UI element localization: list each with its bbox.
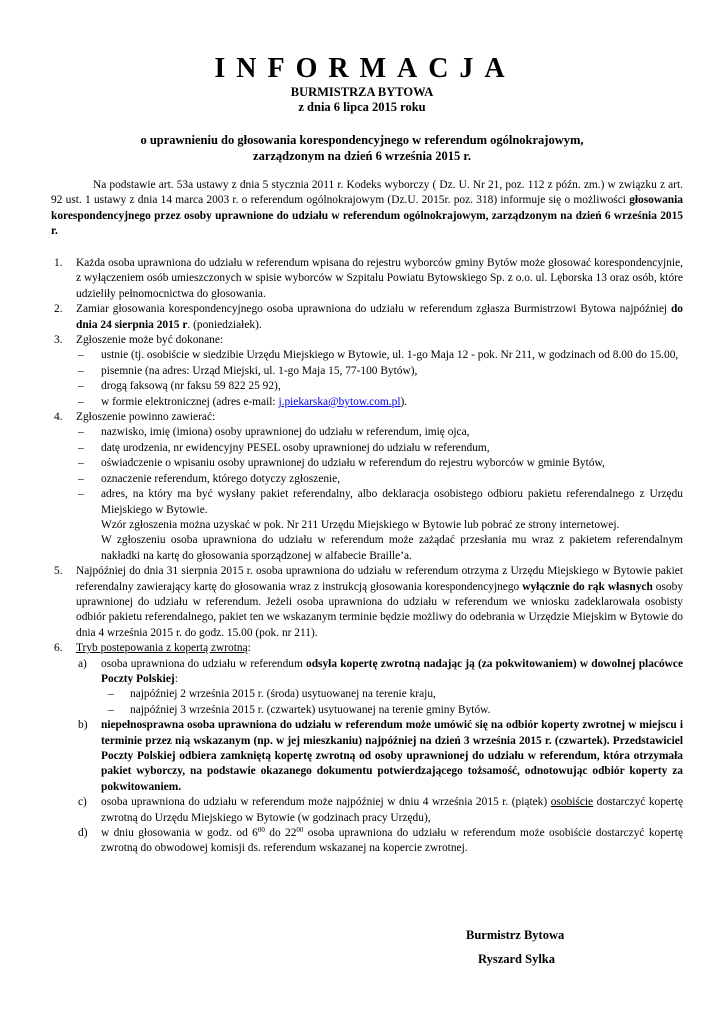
- numbered-list: [51, 256, 683, 857]
- dash-bullet: –: [78, 426, 84, 439]
- item-bold: wyłącznie do rąk własnych: [522, 580, 653, 593]
- document-subject: [0, 132, 724, 164]
- subject-line-1: o uprawnieniu do głosowania korespondencyjnego w referendum ogólnokrajowym,: [140, 133, 584, 147]
- email-link[interactable]: j.piekarska@bytow.com.pl: [278, 395, 401, 408]
- dash-bullet: –: [78, 349, 84, 362]
- issuer: BURMISTRZA BYTOWA: [290, 85, 434, 99]
- item-number: 4.: [54, 411, 63, 424]
- dash-bullet: –: [78, 364, 84, 377]
- item-text: . (poniedziałek).: [187, 318, 262, 331]
- sub-item-label: a): [78, 657, 87, 670]
- signature-title: Burmistrz Bytowa: [466, 928, 565, 942]
- dash-bullet: –: [78, 488, 84, 501]
- item-number: 6.: [54, 642, 63, 655]
- intro-paragraph: [51, 178, 683, 240]
- list-item-3: [51, 333, 683, 348]
- item-number: 2.: [54, 303, 63, 316]
- dash-item: – najpóźniej 2 września 2015 r. (środa) usytuowanej na terenie kraju,: [51, 687, 683, 702]
- list-item-5: 5. Najpóźniej do dnia 31 sierpnia 2015 r. osoba uprawniona do udziału w referendum otrzyma z Urzędu Miejskiego w Bytowie pakiet referendalny zawierający kartę do głosowania wraz z instrukcją głosowania korespondencyjnego wyłącznie do rąk własnych osoby uprawnionej do udziału w referendum. Jeżeli osoba uprawniona do udziału w referendum we wniosku zadeklarowała osobisty odbiór pakietu referendalnego, pakiet ten we wskazanym terminie będzie możliwy do odebrania w Urzędzie Miejskim w Bytowie do dnia 4 września 2015 r. do godz. 15.00 (pok. nr 211).: [54, 565, 684, 639]
- list-item-2: [51, 302, 683, 333]
- dash-item: – w formie elektronicznej (adres e-mail: j.piekarska@bytow.com.pl).: [51, 395, 683, 410]
- item-text: Zgłoszenie powinno zawierać:: [76, 411, 216, 424]
- dash-bullet: –: [78, 380, 84, 393]
- sub-item-c: c) osoba uprawniona do udziału w referendum może najpóźniej w dniu 4 września 2015 r. (piątek) osobiście dostarczyć kopertę zwrotną do Urzędu Miejskiego w Bytowie (w godzinach pracy Urzędu),: [78, 796, 683, 824]
- document-title: INFORMACJA: [214, 53, 516, 84]
- item-number: 1.: [54, 257, 63, 269]
- dash-item: – oznaczenie referendum, którego dotyczy zgłoszenie,: [51, 472, 683, 487]
- list-item-6: 6. Tryb postepowania z kopertą zwrotną:: [51, 641, 683, 656]
- sub-item-label: c): [78, 796, 87, 809]
- signature-name: Ryszard Sylka: [478, 952, 556, 966]
- dash-bullet: –: [78, 395, 84, 408]
- dash-bullet: –: [78, 441, 84, 454]
- sub-item-label: b): [78, 719, 88, 732]
- note-braille: W zgłoszeniu osoba uprawniona do udziału w referendum może zażądać przesłania mu wraz z pakietem referendalnym nakładki na kartę do głosowania sporządzonej w alfabecie Braille’a.: [101, 534, 683, 562]
- list-item-1: [51, 256, 683, 302]
- item-bold: do dnia 24 sierpnia 2015 r: [76, 303, 683, 331]
- item-text: Zamiar głosowania korespondencyjnego osoba uprawniona do udziału w referendum zgłasza Burmistrzowi Bytowa najpóźniej: [76, 303, 671, 316]
- intro-bold-text: głosowania korespondencyjnego przez osoby uprawnione do udziału w referendum ogólnokrajowym, zarządzonym na dzień 6 września 2015 r.: [51, 194, 683, 238]
- underlined-word: osobiście: [550, 796, 594, 809]
- dash-bullet: –: [108, 688, 114, 701]
- dash-item: – najpóźniej 3 września 2015 r. (czwartek) usytuowanej na terenie gminy Bytów.: [51, 703, 683, 718]
- dash-item: – drogą faksową (nr faksu 59 822 25 92),: [51, 379, 683, 394]
- dash-item: – pisemnie (na adres: Urząd Miejski, ul. 1-go Maja 15, 77-100 Bytów),: [51, 364, 683, 379]
- item-text: Każda osoba uprawniona do udziału w referendum wpisana do rejestru wyborców gminy Bytów może głosować korespondencyjnie, z wyłączeniem osób umieszczonych w spisie wyborców w Szpitalu Powiatu Bytowskiego Sp. z o.o. ul. Lęborska 13 oraz osób, które udzieliły pełnomocnictwa do głosowania.: [76, 257, 683, 300]
- dash-item: – adres, na który ma być wysłany pakiet referendalny, albo deklaracja osobistego odbioru pakietu referendalnego z Urzędu Miejskiego w Bytowie.: [78, 488, 683, 516]
- dash-item: – ustnie (tj. osobiście w siedzibie Urzędu Miejskiego w Bytowie, ul. 1-go Maja 12 - pok. Nr 211, w godzinach od 8.00 do 15.00,: [51, 348, 683, 363]
- list-item-4: [51, 410, 683, 425]
- dash-bullet: –: [108, 703, 114, 716]
- intro-text: Na podstawie art. 53a ustawy z dnia 5 stycznia 2011 r. Kodeks wyborczy ( Dz. U. Nr 21, poz. 112 z późn. zm.) w związku z art. 92 ust. 1 ustawy z dnia 14 marca 2003 r. o referendum ogólnokrajowym (Dz.U. 2015r. poz. 318) informuje się o możliwości: [51, 179, 683, 207]
- dash-bullet: –: [78, 472, 84, 485]
- issue-date: z dnia 6 lipca 2015 roku: [298, 100, 426, 114]
- sub-item-a: a) osoba uprawniona do udziału w referendum odsyła kopertę zwrotną nadając ją (za pokwitowaniem) w dowolnej placówce Poczty Polskiej:: [78, 657, 683, 685]
- dash-bullet: –: [78, 457, 84, 470]
- item-number: 5.: [54, 565, 63, 578]
- sub-item-d: d) w dniu głosowania w godz. od $6^{00}$ do $22^{00}$ osoba uprawniona do udziału w referendum może osobiście dostarczyć kopertę zwrotną do obwodowej komisji ds. referendum wskazanej na kopercie zwrotnej.: [78, 826, 683, 855]
- dash-item: – datę urodzenia, nr ewidencyjny PESEL osoby uprawnionej do udziału w referendum,: [51, 441, 683, 456]
- sub-item-label: d): [78, 827, 88, 840]
- item-text: Zgłoszenie może być dokonane:: [76, 334, 224, 347]
- item-bold: odsyła kopertę zwrotną nadając ją (za pokwitowaniem) w dowolnej placówce Poczty Polskiej: [101, 657, 683, 685]
- dash-item: – oświadczenie o wpisaniu osoby uprawnionej do udziału w referendum do rejestru wyborców w gminie Bytów,: [51, 456, 683, 471]
- item-number: 3.: [54, 334, 63, 347]
- sub-item-b: [51, 718, 683, 795]
- item-bold: niepełnosprawna osoba uprawniona do udziału w referendum może umówić się na odbiór koperty zwrotnej w miejscu i terminie przez nią wskazanym (np. w jej mieszkaniu) najpóźniej na dzień 3 września 2015 r. (czwartek). Przedstawiciel Poczty Polskiej odbiera zamkniętą kopertę zwrotną od osoby uprawnionej do udziału w referendum, która otrzymała pakiet wyborczy, na podstawie okazanego dokumentu potwierdzającego tożsamość, odnotowując odbiór koperty za pokwitowaniem.: [101, 719, 683, 793]
- subject-line-2: zarządzonym na dzień 6 września 2015 r.: [253, 149, 471, 163]
- dash-item: – nazwisko, imię (imiona) osoby uprawnionej do udziału w referendum, imię ojca,: [51, 425, 683, 440]
- note-form-template: Wzór zgłoszenia można uzyskać w pok. Nr 211 Urzędu Miejskiego w Bytowie lub pobrać ze strony internetowej.: [101, 518, 620, 531]
- item-heading: Tryb postepowania z kopertą zwrotną: [76, 642, 248, 655]
